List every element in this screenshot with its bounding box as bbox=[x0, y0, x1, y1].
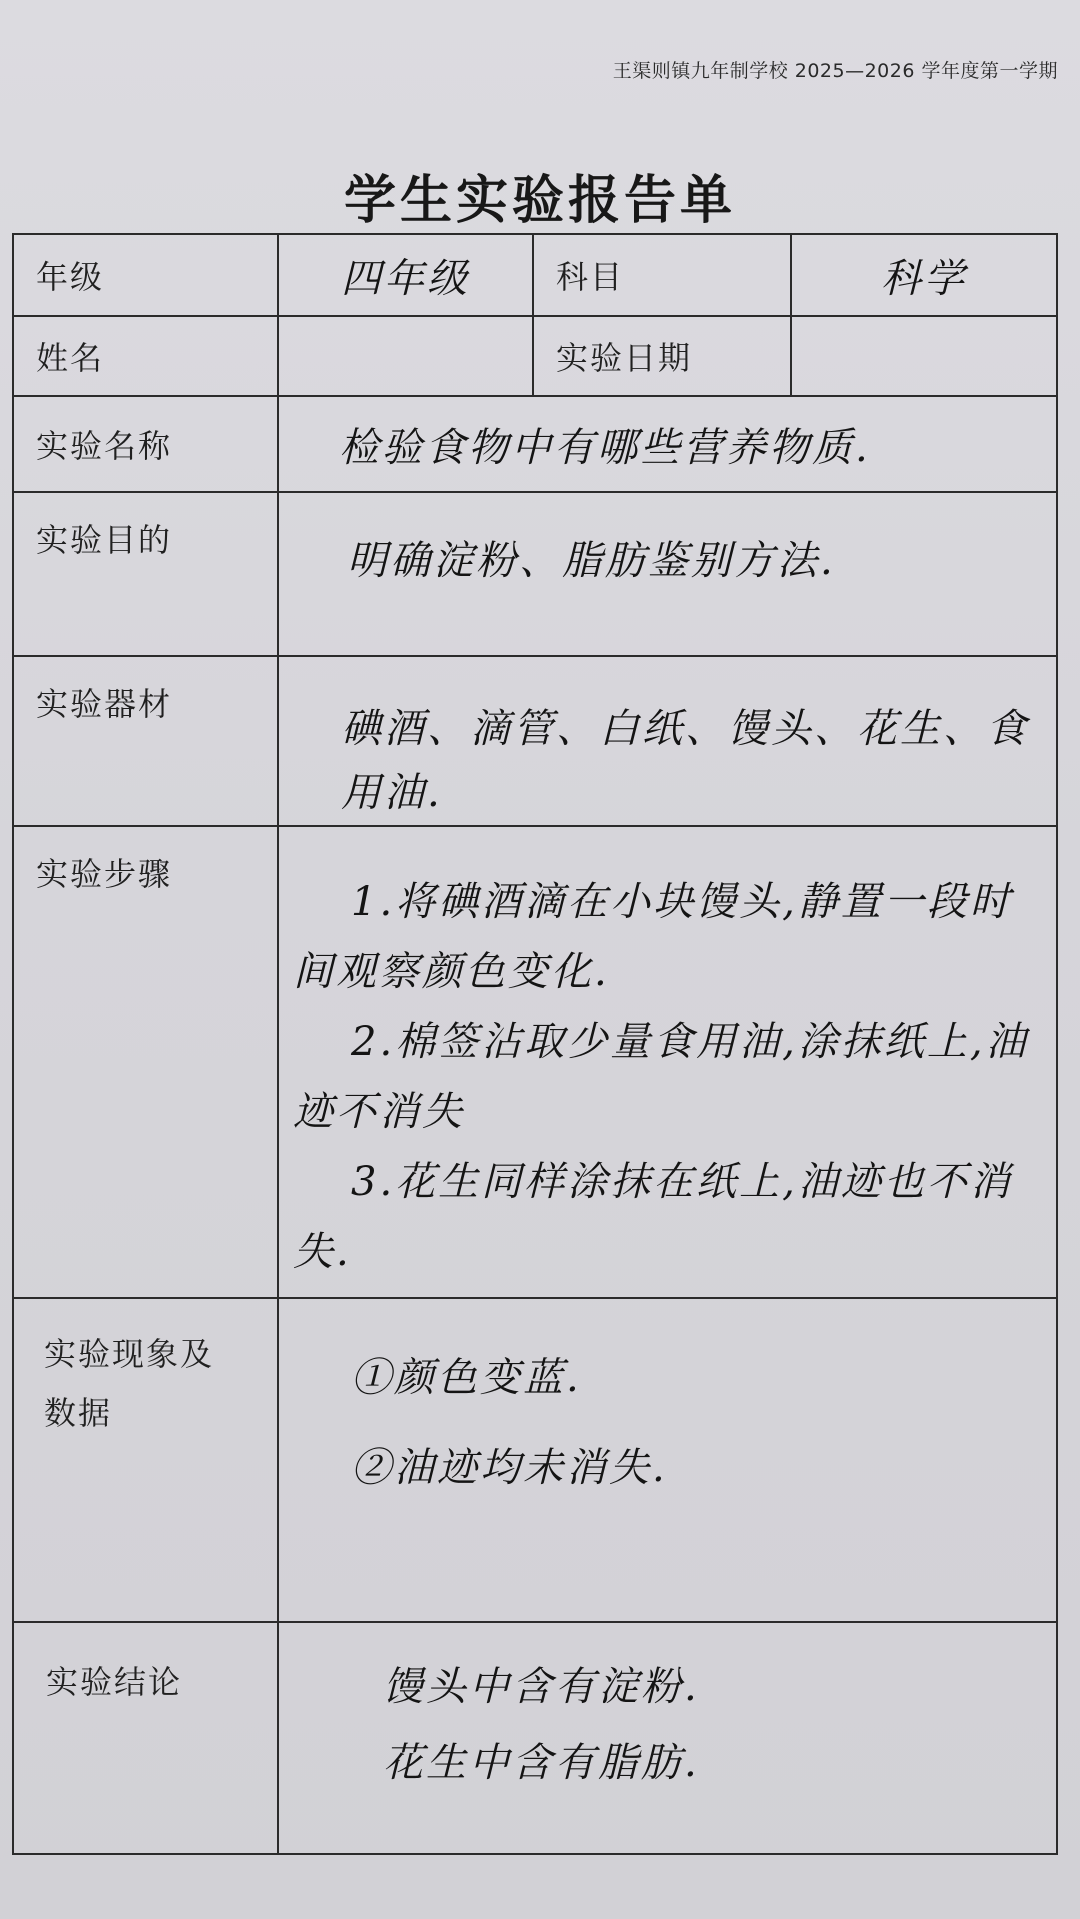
row-phenomena bbox=[13, 1298, 1057, 1622]
row-experiment-name bbox=[13, 396, 1057, 492]
steps-list bbox=[279, 827, 1056, 1287]
row-steps bbox=[13, 826, 1057, 1298]
conclusion-cell bbox=[278, 1622, 1057, 1854]
conclusion-item: 花生中含有脂肪. bbox=[383, 1740, 700, 1786]
grade-value: 四年级 bbox=[278, 234, 533, 316]
name-value bbox=[278, 316, 533, 396]
conclusion-list bbox=[279, 1623, 1056, 1801]
conclusion-label: 实验结论 bbox=[13, 1622, 278, 1854]
experiment-name-value: 检验食物中有哪些营养物质. bbox=[278, 396, 1057, 492]
date-value bbox=[791, 316, 1057, 396]
phenomena-label-line2: 数据 bbox=[44, 1394, 113, 1433]
name-label: 姓名 bbox=[13, 316, 278, 396]
materials-label: 实验器材 bbox=[13, 656, 278, 826]
school-term-header: 王渠则镇九年制学校 2025—2026 学年度第一学期 bbox=[612, 60, 1058, 82]
row-materials bbox=[13, 656, 1057, 826]
row-conclusion bbox=[13, 1622, 1057, 1854]
report-table bbox=[12, 233, 1058, 1855]
materials-value: 碘酒、滴管、白纸、馒头、花生、食用油. bbox=[341, 706, 1029, 816]
purpose-label: 实验目的 bbox=[13, 492, 278, 656]
experiment-name-label: 实验名称 bbox=[13, 396, 278, 492]
phenomenon-item: ①颜色变蓝. bbox=[351, 1355, 582, 1401]
subject-label: 科目 bbox=[533, 234, 791, 316]
step-item: 1.将碘酒滴在小块馒头,静置一段时间观察颜色变化. bbox=[293, 879, 1013, 995]
phenomena-list bbox=[279, 1299, 1056, 1513]
materials-cell bbox=[278, 656, 1057, 826]
step-item: 2.棉签沾取少量食用油,涂抹纸上,油迹不消失 bbox=[293, 1019, 1029, 1135]
step-item: 3.花生同样涂抹在纸上,油迹也不消失. bbox=[293, 1159, 1013, 1275]
purpose-cell bbox=[278, 492, 1057, 656]
phenomena-cell bbox=[278, 1298, 1057, 1622]
conclusion-item: 馒头中含有淀粉. bbox=[383, 1664, 700, 1710]
date-label: 实验日期 bbox=[533, 316, 791, 396]
page-title: 学生实验报告单 bbox=[343, 171, 736, 231]
steps-label: 实验步骤 bbox=[13, 826, 278, 1298]
phenomenon-item: ②油迹均未消失. bbox=[351, 1445, 668, 1491]
grade-label: 年级 bbox=[13, 234, 278, 316]
steps-cell bbox=[278, 826, 1057, 1298]
row-name-date bbox=[13, 316, 1057, 396]
row-grade-subject bbox=[13, 234, 1057, 316]
subject-value: 科学 bbox=[791, 234, 1057, 316]
phenomena-label-line1: 实验现象及 bbox=[44, 1335, 215, 1373]
row-purpose bbox=[13, 492, 1057, 656]
purpose-value: 明确淀粉、脂肪鉴别方法. bbox=[347, 538, 836, 584]
phenomena-label bbox=[13, 1298, 278, 1622]
